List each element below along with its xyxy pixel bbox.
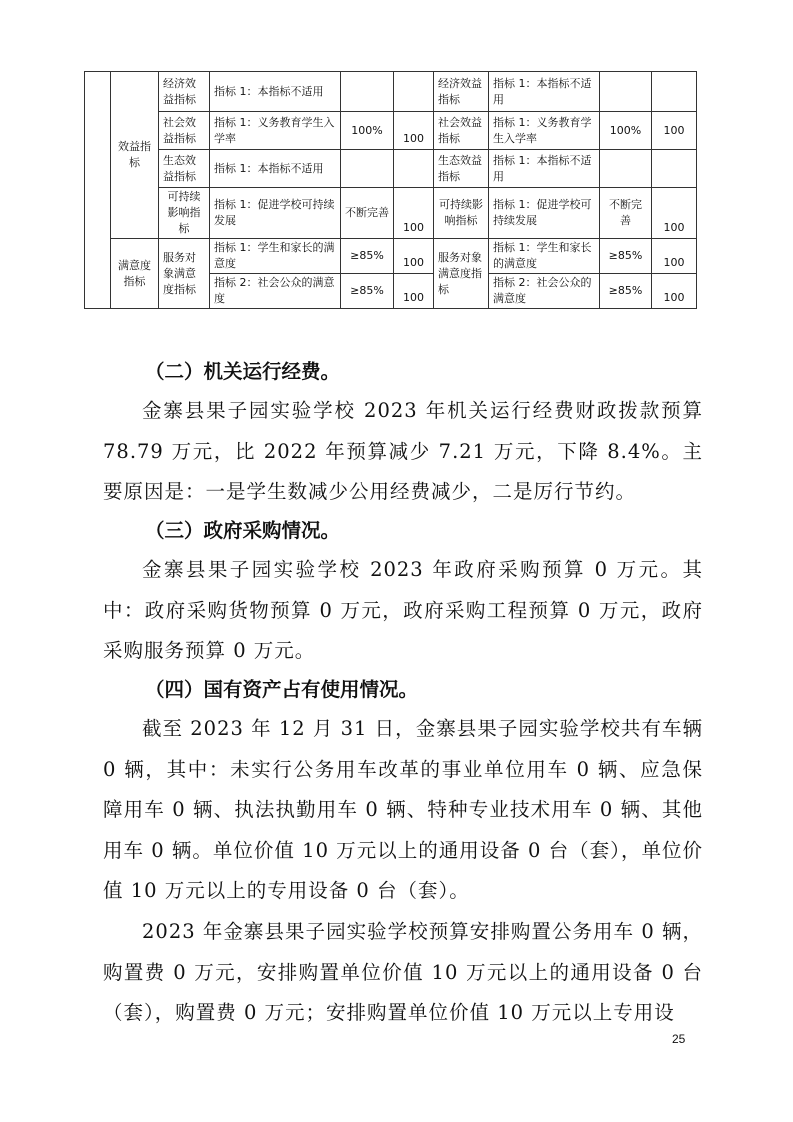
table-row <box>85 112 697 150</box>
r-cat2-cell: 可持续影响指标 <box>434 188 489 239</box>
r-target-cell: ≥85% <box>600 239 652 274</box>
section-heading: （二）机关运行经费。 <box>145 360 341 383</box>
target-cell <box>341 72 394 112</box>
level1-satisfaction-cell: 满意度指标 <box>111 239 159 309</box>
indicator-cell: 指标 1：学生和家长的满意度 <box>210 239 341 274</box>
r-indicator-cell: 指标 1：促进学校可持续发展 <box>489 188 600 239</box>
r-target-cell <box>600 150 652 188</box>
indicator-cell: 指标 1：义务教育学生入学率 <box>210 112 341 150</box>
table-row <box>85 72 697 112</box>
score-cell: 100 <box>394 112 434 150</box>
score-cell <box>394 150 434 188</box>
r-score-cell <box>652 72 697 112</box>
indicator-cell: 指标 1：本指标不适用 <box>210 72 341 112</box>
target-cell: 不断完善 <box>341 188 394 239</box>
r-target-cell <box>600 72 652 112</box>
section-heading: （三）政府采购情况。 <box>145 519 341 542</box>
r-score-cell: 100 <box>652 112 697 150</box>
score-cell: 100 <box>394 188 434 239</box>
r-indicator-cell: 指标 1：学生和家长的满意度 <box>489 239 600 274</box>
section-paragraph: 截至 2023 年 12 月 31 日，金寨县果子园实验学校共有车辆 0 辆，其中：未实行公务用车改革的事业单位用车 0 辆、应急保障用车 0 辆、执法执勤用车 0 辆、特种专业技术用车 0 辆、其他用车 0 辆。单位价值 10 万元以上的通用设备 0 台（套），单位价值 10 万元以上的专用设备 0 台（套）。 <box>103 717 703 902</box>
indicator-cell: 指标 1：促进学校可持续发展 <box>210 188 341 239</box>
table-row <box>85 188 697 239</box>
r-cat2-cell: 社会效益指标 <box>434 112 489 150</box>
r-score-cell: 100 <box>652 188 697 239</box>
r-indicator-cell: 指标 1：本指标不适用 <box>489 150 600 188</box>
indicator-cell: 指标 1：本指标不适用 <box>210 150 341 188</box>
section-paragraph: 2023 年金寨县果子园实验学校预算安排购置公务用车 0 辆，购置费 0 万元，安排购置单位价值 10 万元以上的通用设备 0 台（套），购置费 0 万元；安排购置单位价值 10 万元以上专用设 <box>103 920 703 1024</box>
r-score-cell <box>652 150 697 188</box>
outer-blank-cell <box>85 72 111 309</box>
r-score-cell: 100 <box>652 239 697 274</box>
cat2-cell: 生态效益指标 <box>159 150 210 188</box>
target-cell: 100% <box>341 112 394 150</box>
r-target-cell: ≥85% <box>600 274 652 309</box>
page-number: 25 <box>672 1032 686 1046</box>
cat2-satisfaction-cell: 服务对象满意度指标 <box>159 239 210 309</box>
table-row <box>85 150 697 188</box>
performance-table <box>84 71 697 309</box>
r-score-cell: 100 <box>652 274 697 309</box>
target-cell: ≥85% <box>341 274 394 309</box>
r-indicator-cell: 指标 1：义务教育学生入学率 <box>489 112 600 150</box>
level1-effect-cell: 效益指标 <box>111 72 159 239</box>
cat2-cell: 可持续影响指标 <box>159 188 210 239</box>
r-cat2-cell: 生态效益指标 <box>434 150 489 188</box>
score-cell: 100 <box>394 239 434 274</box>
score-cell <box>394 72 434 112</box>
indicator-cell: 指标 2：社会公众的满意度 <box>210 274 341 309</box>
table-row <box>85 239 697 274</box>
r-cat2-cell: 经济效益指标 <box>434 72 489 112</box>
target-cell <box>341 150 394 188</box>
section-heading: （四）国有资产占有使用情况。 <box>145 678 419 701</box>
r-cat2-satisfaction-cell: 服务对象满意度指标 <box>434 239 489 309</box>
r-indicator-cell: 指标 2：社会公众的满意度 <box>489 274 600 309</box>
indicator-table <box>84 71 697 309</box>
score-cell: 100 <box>394 274 434 309</box>
cat2-cell: 经济效益指标 <box>159 72 210 112</box>
r-target-cell: 不断完善 <box>600 188 652 239</box>
target-cell: ≥85% <box>341 239 394 274</box>
cat2-cell: 社会效益指标 <box>159 112 210 150</box>
r-indicator-cell: 指标 1：本指标不适用 <box>489 72 600 112</box>
section-paragraph: 金寨县果子园实验学校 2023 年政府采购预算 0 万元。其中：政府采购货物预算 0 万元，政府采购工程预算 0 万元，政府采购服务预算 0 万元。 <box>103 558 703 662</box>
section-paragraph: 金寨县果子园实验学校 2023 年机关运行经费财政拨款预算 78.79 万元，比 2022 年预算减少 7.21 万元，下降 8.4%。主要原因是：一是学生数减少公用经费减少，二是厉行节约。 <box>103 399 703 503</box>
r-target-cell: 100% <box>600 112 652 150</box>
